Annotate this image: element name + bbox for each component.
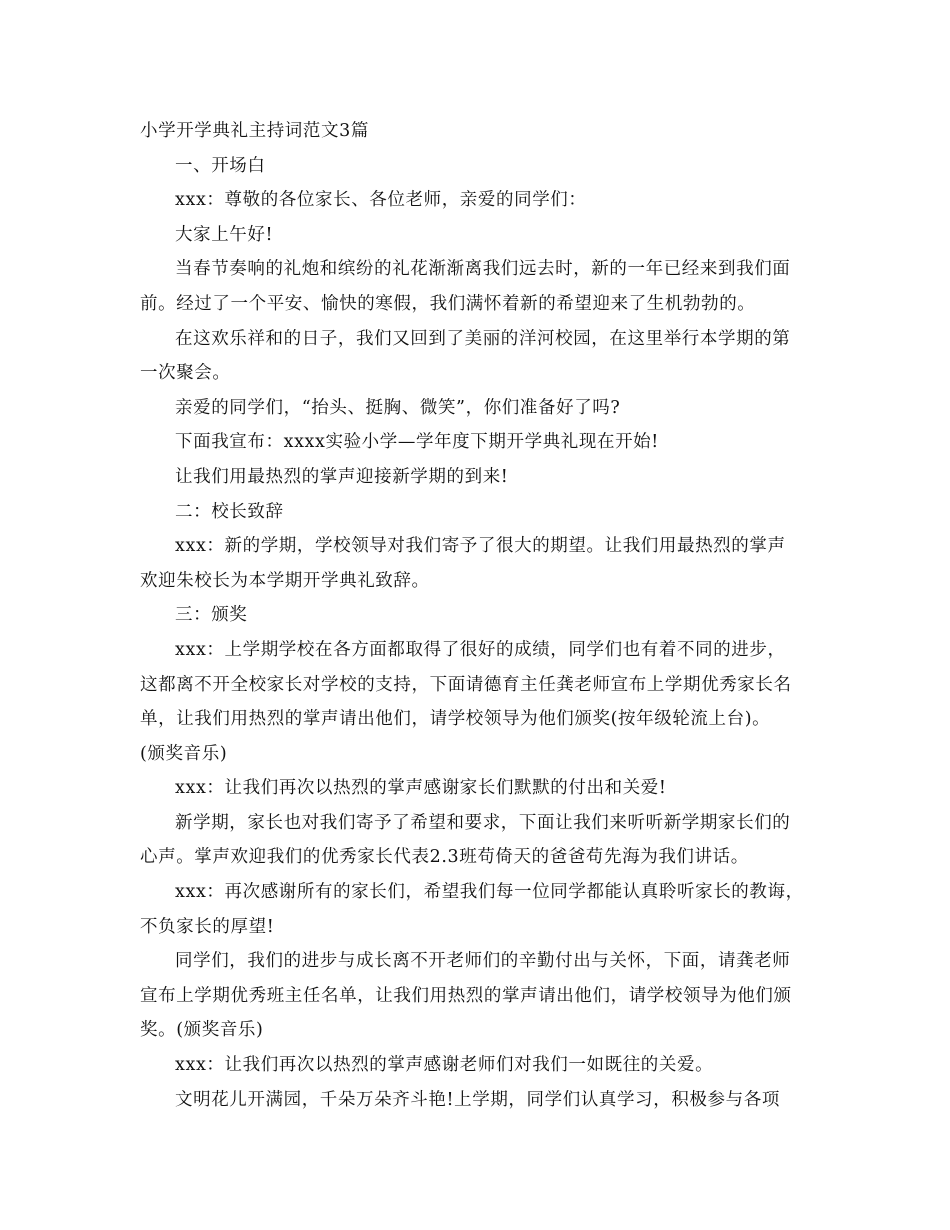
text-line: xxx：再次感谢所有的家长们，希望我们每一位同学都能认真聆听家长的教诲， [175,882,804,903]
text-line: 同学们，我们的进步与成长离不开老师们的辛勤付出与关怀，下面，请龚老师 [175,951,791,972]
text-line: 二：校长致辞 [175,501,284,522]
text-line: 这都离不开全校家长对学校的支持，下面请德育主任龚老师宣布上学期优秀家长名 [140,674,792,695]
text-line: 一次聚会。 [140,363,231,384]
text-line: 文明花儿开满园，千朵万朵齐斗艳!上学期，同学们认真学习，积极参与各项 [175,1089,780,1110]
text-line: 心声。掌声欢迎我们的优秀家长代表2.3班苟倚天的爸爸苟先海为我们讲话。 [140,847,749,868]
text-line: 亲爱的同学们，“抬头、挺胸、微笑”，你们准备好了吗? [175,397,621,418]
text-line: xxx：让我们再次以热烈的掌声感谢家长们默默的付出和关爱! [175,778,667,799]
text-line: 下面我宣布：xxxx实验小学—学年度下期开学典礼现在开始! [175,432,659,453]
text-line: (颁奖音乐) [140,743,228,764]
text-line: 前。经过了一个平安、愉快的寒假，我们满怀着新的希望迎来了生机勃勃的。 [140,293,756,314]
text-line: 单，让我们用热烈的掌声请出他们，请学校领导为他们颁奖(按年级轮流上台)。 [140,709,771,730]
text-line: 新学期，家长也对我们寄予了希望和要求，下面让我们来听听新学期家长们的 [175,812,791,833]
text-line: xxx：尊敬的各位家长、各位老师，亲爱的同学们： [175,190,587,211]
text-line: xxx：新的学期，学校领导对我们寄予了很大的期望。让我们用最热烈的掌声 [175,536,786,557]
text-line: 让我们用最热烈的掌声迎接新学期的到来! [175,466,509,487]
text-line: xxx：上学期学校在各方面都取得了很好的成绩，同学们也有着不同的进步， [175,639,786,660]
text-line: 不负家长的厚望! [140,916,275,937]
document-title: 小学开学典礼主持词范文3篇 [140,121,369,141]
text-line: 大家上午好! [175,224,274,245]
text-line: 在这欢乐祥和的日子，我们又回到了美丽的洋河校园，在这里举行本学期的第 [175,328,791,349]
text-line: 欢迎朱校长为本学期开学典礼致辞。 [140,570,430,591]
text-line: 奖。(颁奖音乐) [140,1020,264,1041]
text-line: xxx：让我们再次以热烈的掌声感谢老师们对我们一如既往的关爱。 [175,1055,714,1076]
text-line: 一、开场白 [175,155,266,176]
text-line: 三：颁奖 [175,605,248,626]
document-body [140,114,825,1117]
text-line: 宣布上学期优秀班主任名单，让我们用热烈的掌声请出他们，请学校领导为他们颁 [140,985,792,1006]
text-line: 当春节奏响的礼炮和缤纷的礼花渐渐离我们远去时，新的一年已经来到我们面 [175,259,791,280]
paragraph-list [140,149,825,1118]
